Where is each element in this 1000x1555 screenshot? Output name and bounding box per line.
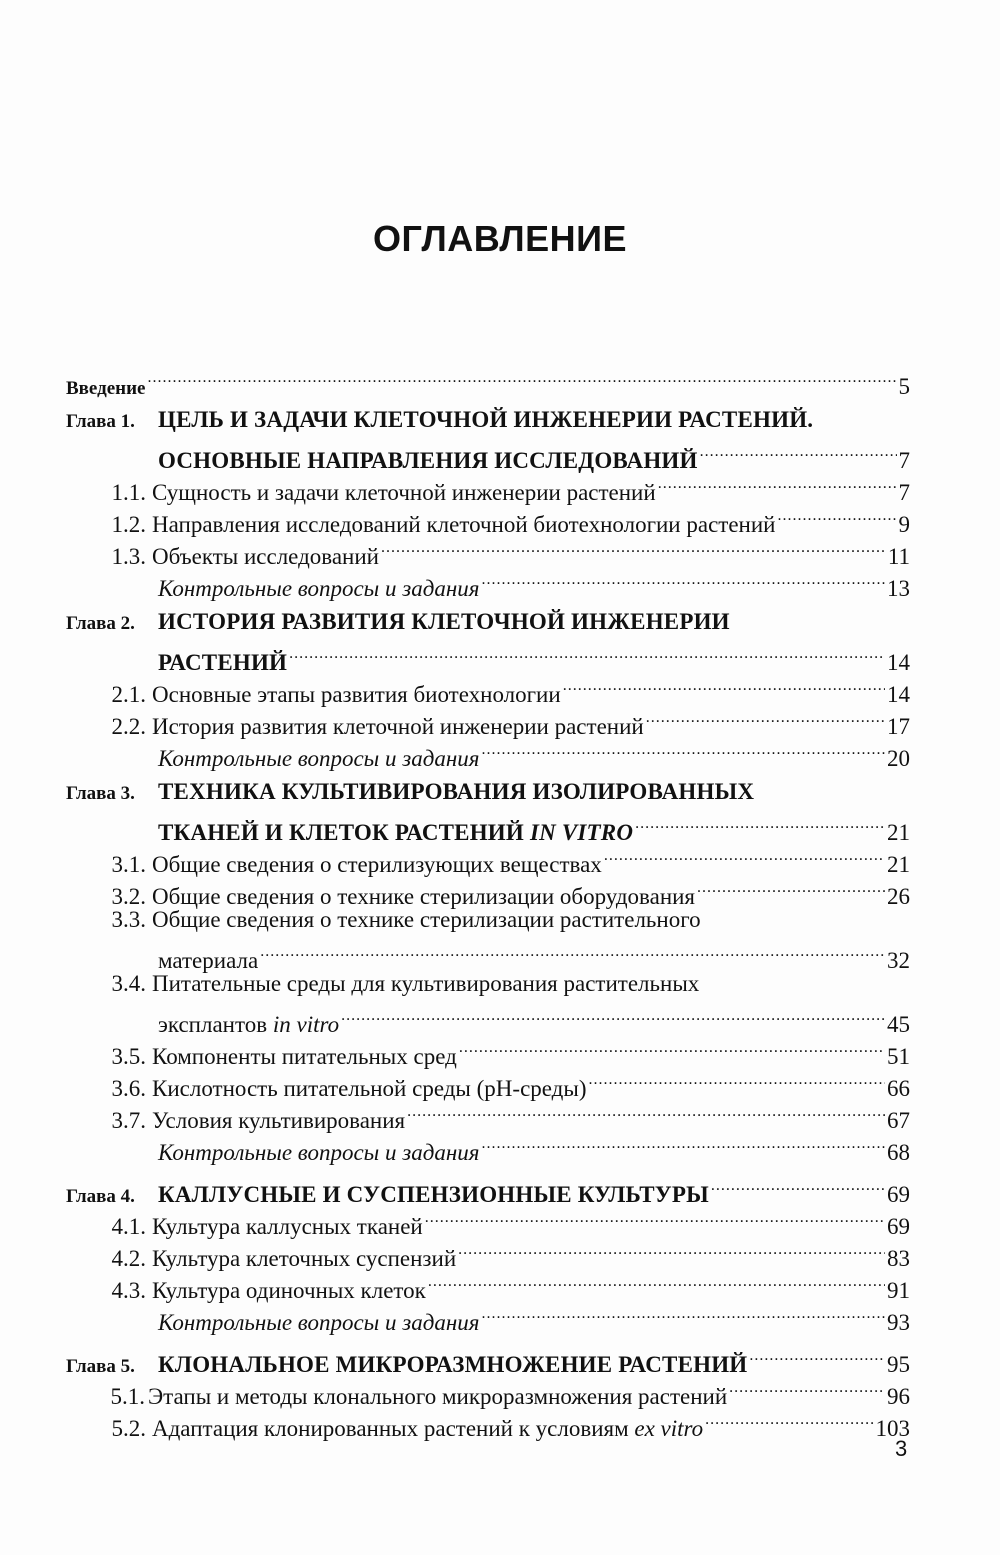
dot-leader xyxy=(697,872,885,904)
toc-entry-page: 93 xyxy=(887,1310,910,1335)
section-number: 3.4. xyxy=(111,971,146,996)
dot-leader xyxy=(481,734,885,766)
section-title: Культура каллусных тканей xyxy=(152,1214,423,1239)
toc-entry-page: 45 xyxy=(887,1012,910,1037)
chapter-title-line1: ТЕХНИКА КУЛЬТИВИРОВАНИЯ ИЗОЛИРОВАННЫХ xyxy=(158,779,755,804)
questions-title: Контрольные вопросы и задания xyxy=(158,1140,480,1165)
toc-chapter-2-heading-cont[interactable] xyxy=(66,638,910,675)
toc-entry-page: 26 xyxy=(887,884,910,909)
chapter-title-line1: ИСТОРИЯ РАЗВИТИЯ КЛЕТОЧНОЙ ИНЖЕНЕРИИ xyxy=(158,609,730,634)
section-title xyxy=(152,1413,703,1445)
dot-leader xyxy=(381,532,886,564)
chapter-title-line2 xyxy=(66,817,633,849)
toc-chapter-3-heading-cont[interactable] xyxy=(66,808,910,845)
toc-entry-page: 13 xyxy=(887,576,910,601)
section-number: 2.2. xyxy=(111,714,146,739)
section-number: 1.2. xyxy=(111,512,146,537)
section-title-italic: in vitro xyxy=(272,1012,340,1037)
questions-title: Контрольные вопросы и задания xyxy=(158,746,480,771)
dot-leader xyxy=(459,1032,885,1064)
dot-leader xyxy=(604,840,885,872)
section-number: 1.1. xyxy=(111,480,146,505)
dot-leader xyxy=(148,362,897,394)
dot-leader xyxy=(341,1000,885,1032)
section-title-line2 xyxy=(66,1009,339,1041)
toc-chapter-1-heading[interactable] xyxy=(66,404,910,436)
section-number: 3.3. xyxy=(111,907,146,932)
dot-leader xyxy=(711,1170,885,1202)
section-title: Культура одиночных клеток xyxy=(152,1278,426,1303)
dot-leader xyxy=(658,468,897,500)
toc-entry-page: 17 xyxy=(887,714,910,739)
dot-leader xyxy=(458,1234,885,1266)
toc-entry-page: 67 xyxy=(887,1108,910,1133)
toc-entry-page: 91 xyxy=(887,1278,910,1303)
section-title: Этапы и методы клонального микроразмножения растений xyxy=(148,1384,728,1409)
section-number: 3.7. xyxy=(111,1108,146,1133)
toc-entry-page: 51 xyxy=(887,1044,910,1069)
toc-entry-page: 9 xyxy=(898,512,910,537)
toc-section-3-3[interactable] xyxy=(66,904,910,936)
toc-entry-page: 69 xyxy=(887,1214,910,1239)
toc-entry-page: 5 xyxy=(898,374,910,399)
section-number: 5.1. xyxy=(110,1384,145,1409)
dot-leader xyxy=(749,1340,885,1372)
section-number: 4.1. xyxy=(111,1214,146,1239)
section-number: 3.2. xyxy=(111,884,146,909)
chapter-title-line1: ЦЕЛЬ И ЗАДАЧИ КЛЕТОЧНОЙ ИНЖЕНЕРИИ РАСТЕНИЙ. xyxy=(158,407,814,432)
toc-entry-page: 83 xyxy=(887,1246,910,1271)
toc-entry-page: 14 xyxy=(887,682,910,707)
toc-entry-page: 20 xyxy=(887,746,910,771)
dot-leader xyxy=(635,808,885,840)
chapter-prefix: Глава 1. xyxy=(66,411,135,432)
section-title: Общие сведения о стерилизующих веществах xyxy=(152,852,602,877)
dot-leader xyxy=(729,1372,885,1404)
toc-entry-page: 21 xyxy=(887,820,910,845)
section-title-line2: материала xyxy=(158,948,259,973)
section-title: Кислотность питательной среды (pH-среды) xyxy=(152,1076,587,1101)
chapter-title-line1: КЛОНАЛЬНОЕ МИКРОРАЗМНОЖЕНИЕ РАСТЕНИЙ xyxy=(158,1352,748,1377)
toc-chapter-2-heading[interactable] xyxy=(66,606,910,638)
section-number: 3.6. xyxy=(111,1076,146,1101)
dot-leader xyxy=(425,1202,885,1234)
chapter-title-line2-text: ТКАНЕЙ И КЛЕТОК РАСТЕНИЙ xyxy=(158,820,524,845)
section-title: Условия культивирования xyxy=(152,1108,406,1133)
section-title: Компоненты питательных сред xyxy=(152,1044,457,1069)
toc-section-3-4-cont[interactable] xyxy=(66,1000,910,1037)
dot-leader xyxy=(589,1064,886,1096)
section-number: 2.1. xyxy=(111,682,146,707)
dot-leader xyxy=(563,670,885,702)
section-number: 5.2. xyxy=(111,1416,146,1441)
section-title: Сущность и задачи клеточной инженерии растений xyxy=(152,480,656,505)
questions-title: Контрольные вопросы и задания xyxy=(158,576,480,601)
section-number: 4.2. xyxy=(111,1246,146,1271)
section-number: 3.1. xyxy=(111,852,146,877)
section-title: Культура клеточных суспензий xyxy=(152,1246,457,1271)
toc-entry-page: 14 xyxy=(887,650,910,675)
dot-leader xyxy=(260,936,885,968)
section-number: 4.3. xyxy=(111,1278,146,1303)
dot-leader xyxy=(646,702,885,734)
section-number: 1.3. xyxy=(111,544,146,569)
toc-entry-page: 66 xyxy=(887,1076,910,1101)
dot-leader xyxy=(481,564,885,596)
dot-leader xyxy=(700,436,897,468)
chapter-prefix: Глава 2. xyxy=(66,613,135,634)
page-title: ОГЛАВЛЕНИЕ xyxy=(372,218,628,259)
section-title-italic: ex vitro xyxy=(634,1416,704,1441)
section-title-line1: Общие сведения о технике стерилизации растительного xyxy=(152,907,701,932)
chapter-title-line2: РАСТЕНИЙ xyxy=(158,650,288,675)
toc-entry-page: 7 xyxy=(898,448,910,473)
toc-entry-page: 7 xyxy=(898,480,910,505)
toc-entry-page: 103 xyxy=(875,1416,910,1441)
toc-chapter-5-heading[interactable] xyxy=(66,1340,910,1377)
dot-leader xyxy=(428,1266,885,1298)
toc-entry-page: 96 xyxy=(887,1384,910,1409)
section-title-text: Адаптация клонированных растений к условиям xyxy=(152,1416,629,1441)
toc-entry-page: 32 xyxy=(887,948,910,973)
chapter-title-line2: ОСНОВНЫЕ НАПРАВЛЕНИЯ ИССЛЕДОВАНИЙ xyxy=(158,448,698,473)
chapter-title-italic: IN VITRO xyxy=(529,820,634,845)
toc-chapter-3-heading[interactable] xyxy=(66,776,910,808)
section-title-line2-text: эксплантов xyxy=(158,1012,268,1037)
toc-entry-page: 95 xyxy=(887,1352,910,1377)
toc-chapter-4-heading[interactable] xyxy=(66,1170,910,1207)
dot-leader xyxy=(289,638,885,670)
toc-entry-page: 21 xyxy=(887,852,910,877)
section-number: 3.5. xyxy=(111,1044,146,1069)
dot-leader xyxy=(777,500,896,532)
toc-entry-title: Введение xyxy=(66,378,146,399)
dot-leader xyxy=(705,1404,873,1436)
section-title: Направления исследований клеточной биотехнологии растений xyxy=(152,512,776,537)
toc-entry-intro[interactable] xyxy=(66,362,910,399)
dot-leader xyxy=(407,1096,885,1128)
page-number: 3 xyxy=(895,1436,908,1461)
toc-entry-page: 69 xyxy=(887,1182,910,1207)
toc-chapter-1-heading-cont[interactable] xyxy=(66,436,910,473)
toc-section-3-3-cont[interactable] xyxy=(66,936,910,973)
section-title: Основные этапы развития биотехнологии xyxy=(152,682,561,707)
section-title: Объекты исследований xyxy=(152,544,379,569)
section-title-line1: Питательные среды для культивирования растительных xyxy=(152,971,700,996)
table-of-contents xyxy=(66,362,910,1441)
section-title: История развития клеточной инженерии растений xyxy=(152,714,644,739)
chapter-title-line1: КАЛЛУСНЫЕ И СУСПЕНЗИОННЫЕ КУЛЬТУРЫ xyxy=(158,1182,709,1207)
chapter-prefix: Глава 5. xyxy=(66,1356,135,1377)
chapter-prefix: Глава 3. xyxy=(66,783,135,804)
dot-leader xyxy=(481,1298,885,1330)
section-title: Общие сведения о технике стерилизации оборудования xyxy=(152,884,696,909)
toc-entry-page: 68 xyxy=(887,1140,910,1165)
dot-leader xyxy=(481,1128,885,1160)
toc-section-3-4[interactable] xyxy=(66,968,910,1000)
chapter-prefix: Глава 4. xyxy=(66,1186,135,1207)
questions-title: Контрольные вопросы и задания xyxy=(158,1310,480,1335)
toc-entry-page: 11 xyxy=(887,544,910,569)
